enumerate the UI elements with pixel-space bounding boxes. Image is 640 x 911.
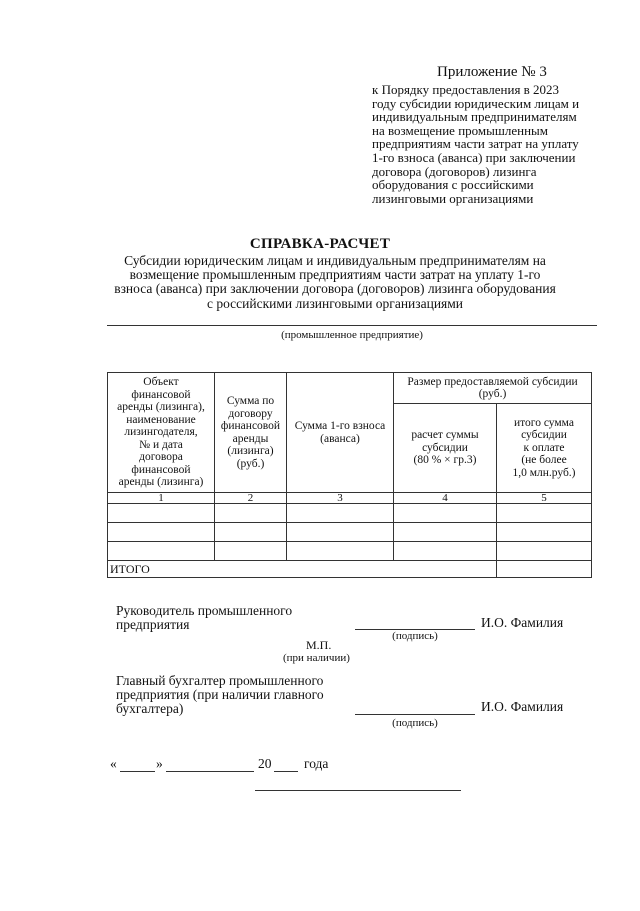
column-number-row (108, 493, 592, 504)
accountant-signature-caption: (подпись) (392, 717, 438, 729)
column-number: 2 (215, 493, 287, 504)
subtitle-line: взноса (аванса) при заключении договора (договоров) лизинга оборудования (114, 281, 556, 297)
header-contract-sum: Сумма по договору финансовой аренды (лизинга) (руб.) (215, 373, 287, 493)
date-year-prefix: 20 (258, 756, 272, 771)
date-year-line (274, 771, 298, 772)
column-number: 5 (497, 493, 592, 504)
header-subsidy-total: итого сумма субсидии к оплате (не более 1,0 млн.руб.) (497, 404, 592, 493)
appendix-line: году субсидии юридическим лицам и (372, 95, 580, 111)
bottom-line (255, 790, 461, 791)
header-subsidy-calc: расчет суммы субсидии (80 % × гр.3) (394, 404, 497, 493)
appendix-line: оборудования с российскими (372, 177, 534, 193)
document-subtitle (95, 254, 575, 311)
table-row (108, 504, 592, 523)
appendix-line: к Порядку предоставления в 2023 (372, 82, 560, 97)
appendix-line: договора (договоров) лизинга (372, 163, 537, 179)
subtitle-line: с российскими лизинговыми организациями (206, 295, 464, 311)
appendix-line: лизинговыми организациями (372, 190, 534, 206)
enterprise-field-line (107, 325, 597, 326)
appendix-text (372, 83, 612, 205)
date-month-line (166, 771, 254, 772)
document-title: СПРАВКА-РАСЧЕТ (249, 236, 391, 252)
date-year-word: года (304, 756, 329, 771)
total-label: ИТОГО (108, 561, 497, 578)
date-day-line (120, 771, 155, 772)
total-row (108, 561, 592, 578)
appendix-line: 1-го взноса (аванса) при заключении (372, 149, 576, 165)
appendix-line: на возмещение промышленным (372, 122, 549, 138)
head-signatory-label: Руководитель промышленного предприятия (116, 603, 293, 632)
enterprise-caption: (промышленное предприятие) (281, 329, 423, 341)
head-signature-caption: (подпись) (392, 630, 438, 642)
table-row (108, 542, 592, 561)
column-number: 1 (108, 493, 215, 504)
subtitle-line: возмещение промышленным предприятиям части затрат на уплату 1-го (129, 267, 541, 283)
header-object: Объект финансовой аренды (лизинга), наименование лизингодателя, № и дата договора финансовой аренды (лизинга) (108, 373, 215, 493)
header-subsidy-group: Размер предоставляемой субсидии (руб.) (394, 373, 592, 404)
appendix-line: индивидуальным предпринимателям (372, 109, 577, 125)
column-number: 3 (287, 493, 394, 504)
date-close-quote: » (156, 756, 163, 771)
stamp-label: М.П. (306, 638, 332, 652)
column-number: 4 (394, 493, 497, 504)
appendix-line: предприятиям части затрат на уплату (372, 136, 579, 152)
header-first-payment: Сумма 1-го взноса (аванса) (287, 373, 394, 493)
accountant-name: И.О. Фамилия (481, 699, 564, 714)
accountant-signatory-label: Главный бухгалтер промышленного предприятия (при наличии главного бухгалтера) (116, 673, 324, 716)
subtitle-line: Субсидии юридическим лицам и индивидуальным предпринимателям на (124, 253, 546, 268)
calculation-table (107, 372, 592, 578)
total-value (497, 561, 592, 578)
accountant-signature-line (355, 714, 475, 715)
date-open-quote: « (110, 756, 117, 771)
head-name: И.О. Фамилия (481, 615, 564, 630)
stamp-note: (при наличии) (283, 652, 350, 664)
table-row (108, 523, 592, 542)
appendix-title: Приложение № 3 (437, 64, 547, 80)
